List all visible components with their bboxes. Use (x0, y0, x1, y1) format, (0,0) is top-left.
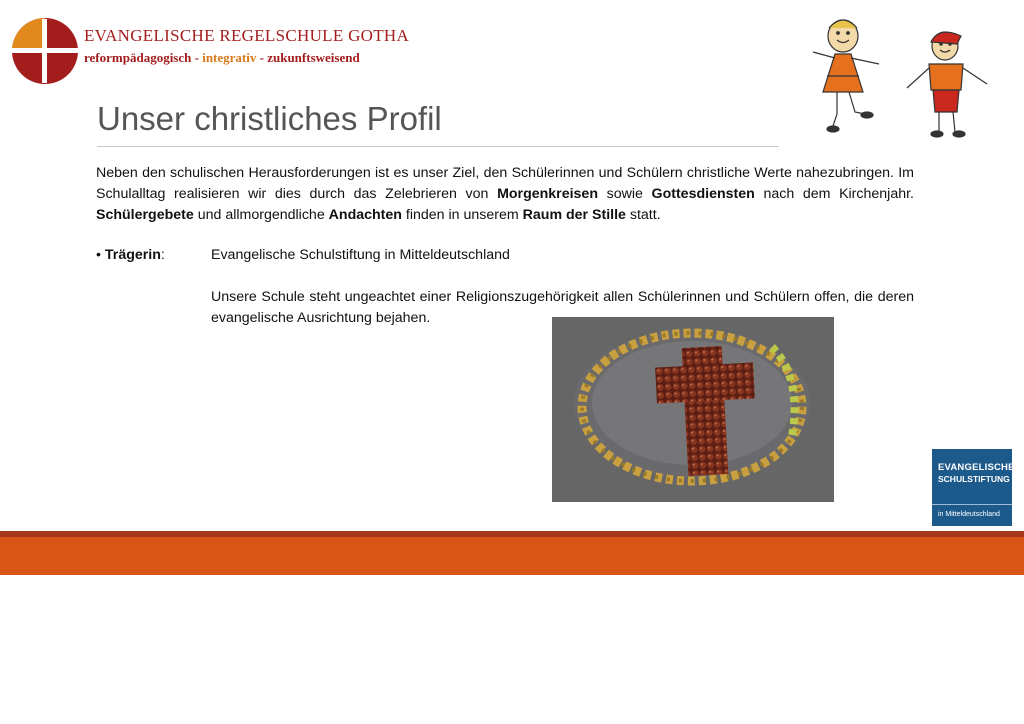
foundation-badge (932, 449, 1015, 526)
title-divider (97, 146, 779, 147)
tagline-part-3: zukunftsweisend (267, 50, 360, 65)
bullet-note: Unsere Schule steht ungeachtet einer Religionszugehörigkeit allen Schülerinnen und Schülern offen, die deren evangelische Ausrichtung bejahen. (211, 289, 914, 326)
badge-line-3: in Mitteldeutschland (938, 511, 1000, 518)
badge-divider (932, 504, 1012, 505)
school-name: EVANGELISCHE REGELSCHULE GOTHA (84, 26, 410, 45)
bullet-label: Trägerin (104, 247, 161, 263)
school-logo (10, 17, 80, 85)
school-tagline (84, 50, 360, 66)
intro-emphasis: Raum der Stille (522, 207, 626, 223)
kids-illustration (805, 14, 995, 140)
bullet-value: Evangelische Schulstiftung in Mitteldeutschland (211, 247, 510, 263)
tagline-part-2: integrativ (202, 50, 257, 65)
chestnut-cross-photo (552, 317, 834, 502)
badge-line-1: EVANGELISCHE (938, 462, 1015, 473)
intro-emphasis: Gottesdiensten (651, 186, 755, 202)
intro-emphasis: Schülergebete (96, 207, 194, 223)
bullet-colon: : (160, 247, 165, 263)
intro-emphasis: Morgenkreisen (497, 186, 598, 202)
intro-text: und allmorgendliche (193, 207, 329, 223)
intro-emphasis: Andachten (328, 207, 402, 223)
intro-text: nach dem Kirchenjahr. (754, 186, 914, 202)
tagline-separator: - (191, 50, 203, 65)
logo-cross-icon (10, 17, 80, 85)
page-title: Unser christliches Profil (97, 100, 442, 137)
footer-bar (0, 537, 1024, 575)
boy-figure-icon (907, 32, 987, 137)
intro-text: Neben den schulischen Herausforderungen ist es unser Ziel, den Schülerinnen und Schülern christliche Werte nahezubringen. Im Schulalltag realisieren wir dies durch das Zelebrieren von (96, 165, 914, 202)
intro-text: sowie (597, 186, 652, 202)
intro-text: statt. (625, 207, 661, 223)
bullet-icon: • (96, 247, 105, 263)
intro-paragraph (96, 163, 914, 226)
badge-line-2: SCHULSTIFTUNG (938, 474, 1010, 484)
tagline-part-1: reformpädagogisch (84, 50, 192, 65)
girl-figure-icon (813, 20, 879, 132)
bullet-item (96, 245, 165, 266)
tagline-separator: - (256, 50, 268, 65)
intro-text: finden in unserem (401, 207, 523, 223)
